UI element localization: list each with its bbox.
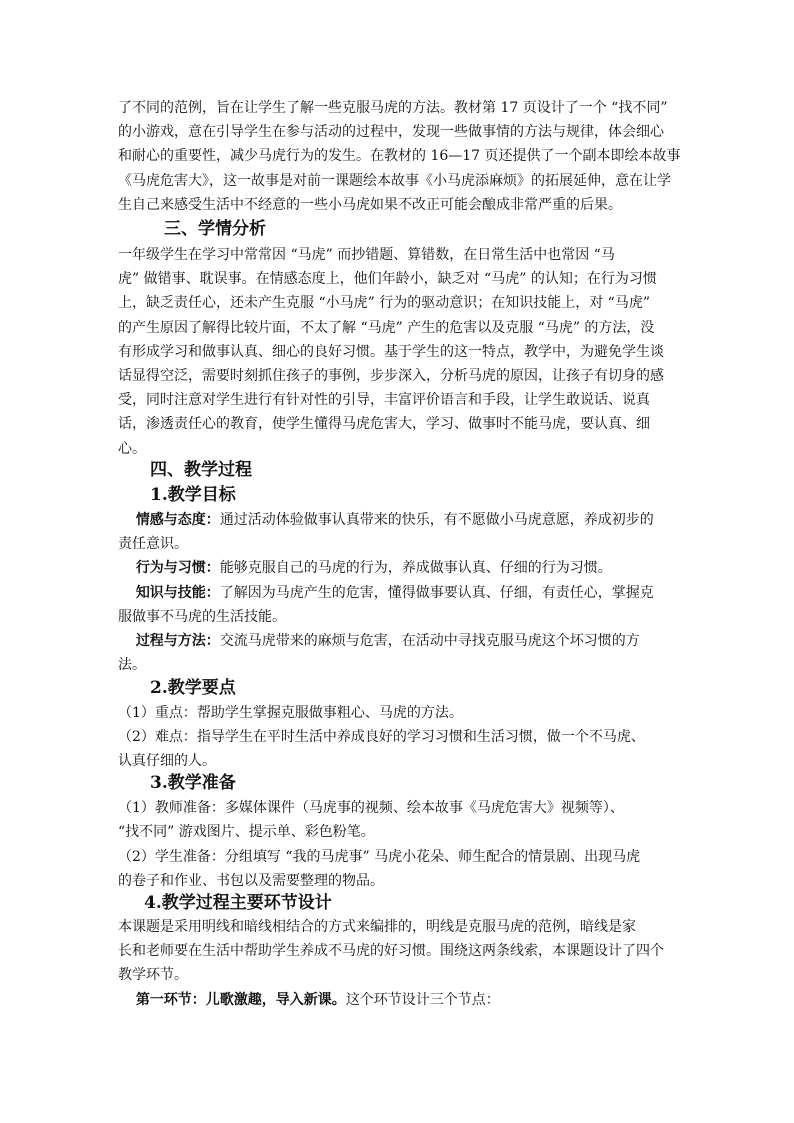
stage1-text: 这个环节设计三个节点：	[345, 992, 500, 1008]
points-block	[118, 701, 670, 774]
subheading-teaching-points: 2.教学要点	[150, 678, 236, 698]
subheading-process-design: 4.教学过程主要环节设计	[144, 893, 332, 913]
goal-emotion-text: 通过活动体验做事认真带来的快乐，有不愿做小马虎意愿，养成初步的	[219, 512, 654, 528]
text-line: （2）学生准备：分组填写 “我的马虎事” 马虎小花朵、师生配合的情景剧、出现马虎	[118, 849, 641, 865]
prep-block-student	[118, 845, 670, 893]
goal-behavior-line	[118, 556, 670, 580]
prep-block-teacher	[118, 796, 670, 844]
text-line: 生自己来感受生活中不经意的一些小马虎如果不改正可能会酿成非常严重的后果。	[118, 196, 622, 213]
subheading-teaching-goals: 1.教学目标	[150, 485, 236, 505]
text-line: 责任意识。	[118, 536, 188, 553]
stage1-block	[118, 988, 670, 1012]
text-line: 长和老师要在生活中帮助学生养成不马虎的好习惯。围绕这两条线索，本课题设计了四个	[118, 943, 664, 960]
text-line: 法。	[118, 657, 146, 674]
goal-emotion-label: 情感与态度：	[135, 512, 220, 528]
text-line: 教学环节。	[118, 967, 188, 984]
text-line: 了不同的范例，旨在让学生了解一些克服马虎的方法。教材第 17 页设计了一个 “找不同”	[118, 100, 668, 116]
section3-paragraph	[118, 243, 670, 461]
goal-process-text: 交流马虎带来的麻烦与危害，在活动中寻找克服马虎这个坏习惯的方	[219, 633, 640, 650]
goal-knowledge-text: 了解因为马虎产生的危害，懂得做事要认真、仔细，有责任心，掌握克	[219, 584, 654, 601]
text-line: 有形成学习和做事认真、细心的良好习惯。基于学生的这一特点，教学中，为避免学生谈	[118, 343, 664, 360]
stage1-label: 第一环节：儿歌激趣，导入新课。	[135, 992, 346, 1008]
text-line: 《马虎危害大》，这一故事是对前一课题绘本故事《小马虎添麻烦》的拓展延伸，意在让学	[118, 172, 671, 189]
text-line: 虎” 做错事、耽误事。在情感态度上，他们年龄小，缺乏对 “马虎” 的认知；在行为习惯	[118, 271, 657, 288]
text-line: 上，缺乏责任心，还未产生克服 “小马虎” 行为的驱动意识；在知识技能上，对 “马虎”	[118, 295, 650, 312]
text-line: 的小游戏，意在引导学生在参与活动的过程中，发现一些做事情的方法与规律，体会细心	[118, 124, 664, 141]
text-line: 的卷子和作业、书包以及需要整理的物品。	[118, 873, 384, 890]
stage1-line	[118, 988, 670, 1012]
goal-emotion-line	[118, 508, 670, 532]
design-paragraph	[118, 915, 670, 988]
goal-knowledge-label: 知识与技能：	[135, 584, 220, 601]
text-line: （2）难点：指导学生在平时生活中养成良好的学习习惯和生活习惯，做一个不马虎、	[118, 729, 645, 746]
text-line: 话显得空泛，需要时刻抓住孩子的事例，步步深入，分析马虎的原因，让孩子有切身的感	[118, 368, 664, 385]
text-line: “找不同” 游戏图片、提示单、彩色粉笔。	[118, 824, 375, 841]
section-heading-4: 四、教学过程	[150, 460, 252, 480]
text-line: 本课题是采用明线和暗线相结合的方式来编排的，明线是克服马虎的范例，暗线是家	[118, 919, 636, 935]
text-line: 一年级学生在学习中常常因 “马虎” 而抄错题、算错数，在日常生活中也常因 “马	[118, 247, 615, 263]
goal-process-label: 过程与方法：	[135, 633, 220, 650]
text-line: 心。	[118, 440, 146, 457]
subheading-teaching-prep: 3.教学准备	[150, 773, 236, 793]
goal-behavior-text: 能够克服自己的马虎的行为，养成做事认真、仔细的行为习惯。	[219, 560, 612, 577]
goal-behavior-label: 行为与习惯：	[135, 560, 220, 577]
goal-knowledge-line	[118, 581, 670, 605]
goal-process-line	[118, 629, 670, 653]
text-line: 和耐心的重要性，减少马虎行为的发生。在教材的 16—17 页还提供了一个副本即绘本故事	[118, 148, 681, 165]
intro-paragraph	[118, 96, 681, 217]
text-line: 话，渗透责任心的教育，使学生懂得马虎危害大，学习、做事时不能马虎，要认真、细	[118, 416, 650, 433]
text-line: （1）教师准备：多媒体课件（马虎事的视频、绘本故事《马虎危害大》视频等）、	[118, 800, 624, 816]
text-line: 服做事不马虎的生活技能。	[118, 608, 286, 625]
text-line: 的产生原因了解得比较片面，不太了解 “马虎” 产生的危害以及克服 “马虎” 的方法，没	[118, 319, 655, 336]
goals-block	[118, 508, 670, 677]
section-heading-3: 三、学情分析	[164, 219, 266, 239]
text-line: （1）重点：帮助学生掌握克服做事粗心、马虎的方法。	[118, 705, 463, 721]
text-line: 受，同时注意对学生进行有针对性的引导，丰富评价语言和手段，让学生敢说话、说真	[118, 392, 650, 409]
text-line: 认真仔细的人。	[118, 753, 216, 770]
